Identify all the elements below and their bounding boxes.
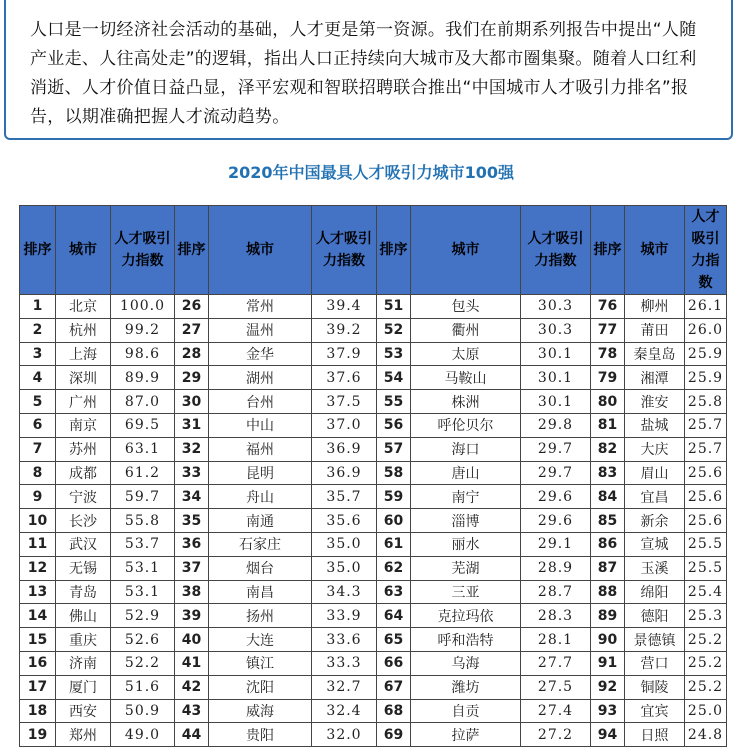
rank-cell: 10 bbox=[20, 509, 56, 533]
city-cell: 盐城 bbox=[625, 413, 685, 437]
city-cell: 呼和浩特 bbox=[411, 628, 521, 652]
score-cell: 25.5 bbox=[685, 556, 727, 580]
city-cell: 南京 bbox=[56, 413, 111, 437]
score-cell: 52.6 bbox=[111, 628, 175, 652]
table-row bbox=[20, 651, 727, 675]
table-row bbox=[20, 318, 727, 342]
rank-header: 排序 bbox=[20, 206, 56, 295]
city-header: 城市 bbox=[209, 206, 312, 295]
city-cell: 呼伦贝尔 bbox=[411, 413, 521, 437]
rank-cell: 79 bbox=[591, 366, 625, 390]
rank-cell: 59 bbox=[377, 485, 411, 509]
score-cell: 35.0 bbox=[312, 556, 377, 580]
table-body bbox=[20, 295, 727, 747]
city-cell: 营口 bbox=[625, 651, 685, 675]
rank-cell: 81 bbox=[591, 413, 625, 437]
city-cell: 南通 bbox=[209, 509, 312, 533]
city-cell: 湘潭 bbox=[625, 366, 685, 390]
score-cell: 52.9 bbox=[111, 604, 175, 628]
city-cell: 沈阳 bbox=[209, 675, 312, 699]
rank-header: 排序 bbox=[377, 206, 411, 295]
rank-cell: 86 bbox=[591, 532, 625, 556]
score-cell: 37.9 bbox=[312, 342, 377, 366]
ranking-table bbox=[19, 205, 727, 747]
city-cell: 芜湖 bbox=[411, 556, 521, 580]
score-cell: 27.7 bbox=[521, 651, 591, 675]
rank-cell: 8 bbox=[20, 461, 56, 485]
score-cell: 30.1 bbox=[521, 342, 591, 366]
city-cell: 丽水 bbox=[411, 532, 521, 556]
table-header bbox=[20, 206, 727, 295]
rank-cell: 26 bbox=[175, 295, 209, 319]
score-cell: 61.2 bbox=[111, 461, 175, 485]
city-cell: 包头 bbox=[411, 295, 521, 319]
score-cell: 26.0 bbox=[685, 318, 727, 342]
rank-cell: 18 bbox=[20, 699, 56, 723]
rank-cell: 61 bbox=[377, 532, 411, 556]
score-cell: 29.6 bbox=[521, 509, 591, 533]
rank-cell: 6 bbox=[20, 413, 56, 437]
score-cell: 69.5 bbox=[111, 413, 175, 437]
score-cell: 35.6 bbox=[312, 509, 377, 533]
rank-cell: 3 bbox=[20, 342, 56, 366]
rank-cell: 40 bbox=[175, 628, 209, 652]
city-cell: 深圳 bbox=[56, 366, 111, 390]
score-cell: 37.5 bbox=[312, 390, 377, 414]
city-cell: 烟台 bbox=[209, 556, 312, 580]
score-cell: 25.6 bbox=[685, 461, 727, 485]
city-cell: 唐山 bbox=[411, 461, 521, 485]
table-row bbox=[20, 413, 727, 437]
rank-cell: 88 bbox=[591, 580, 625, 604]
rank-cell: 14 bbox=[20, 604, 56, 628]
city-cell: 潍坊 bbox=[411, 675, 521, 699]
city-cell: 莆田 bbox=[625, 318, 685, 342]
city-cell: 常州 bbox=[209, 295, 312, 319]
rank-cell: 63 bbox=[377, 580, 411, 604]
score-cell: 25.5 bbox=[685, 532, 727, 556]
score-cell: 25.2 bbox=[685, 651, 727, 675]
rank-cell: 82 bbox=[591, 437, 625, 461]
score-cell: 33.6 bbox=[312, 628, 377, 652]
score-cell: 30.3 bbox=[521, 295, 591, 319]
score-cell: 29.6 bbox=[521, 485, 591, 509]
rank-cell: 15 bbox=[20, 628, 56, 652]
score-cell: 63.1 bbox=[111, 437, 175, 461]
city-cell: 杭州 bbox=[56, 318, 111, 342]
rank-cell: 92 bbox=[591, 675, 625, 699]
rank-cell: 13 bbox=[20, 580, 56, 604]
city-cell: 佛山 bbox=[56, 604, 111, 628]
rank-cell: 57 bbox=[377, 437, 411, 461]
score-header: 人才吸引力指数 bbox=[312, 206, 377, 295]
city-cell: 镇江 bbox=[209, 651, 312, 675]
city-cell: 重庆 bbox=[56, 628, 111, 652]
score-cell: 53.1 bbox=[111, 556, 175, 580]
rank-cell: 77 bbox=[591, 318, 625, 342]
rank-cell: 28 bbox=[175, 342, 209, 366]
rank-cell: 7 bbox=[20, 437, 56, 461]
rank-cell: 69 bbox=[377, 723, 411, 747]
score-cell: 59.7 bbox=[111, 485, 175, 509]
rank-cell: 32 bbox=[175, 437, 209, 461]
city-cell: 成都 bbox=[56, 461, 111, 485]
city-cell: 拉萨 bbox=[411, 723, 521, 747]
city-cell: 台州 bbox=[209, 390, 312, 414]
rank-cell: 58 bbox=[377, 461, 411, 485]
score-cell: 25.8 bbox=[685, 390, 727, 414]
score-cell: 25.0 bbox=[685, 699, 727, 723]
rank-cell: 94 bbox=[591, 723, 625, 747]
city-header: 城市 bbox=[411, 206, 521, 295]
score-cell: 32.4 bbox=[312, 699, 377, 723]
rank-cell: 9 bbox=[20, 485, 56, 509]
score-cell: 30.1 bbox=[521, 390, 591, 414]
score-cell: 26.1 bbox=[685, 295, 727, 319]
rank-cell: 55 bbox=[377, 390, 411, 414]
city-cell: 德阳 bbox=[625, 604, 685, 628]
rank-cell: 54 bbox=[377, 366, 411, 390]
rank-cell: 36 bbox=[175, 532, 209, 556]
city-cell: 金华 bbox=[209, 342, 312, 366]
score-header: 人才吸引力指数 bbox=[111, 206, 175, 295]
city-cell: 太原 bbox=[411, 342, 521, 366]
score-cell: 34.3 bbox=[312, 580, 377, 604]
score-cell: 37.6 bbox=[312, 366, 377, 390]
city-cell: 景德镇 bbox=[625, 628, 685, 652]
city-cell: 舟山 bbox=[209, 485, 312, 509]
score-cell: 36.9 bbox=[312, 437, 377, 461]
table-row bbox=[20, 509, 727, 533]
rank-cell: 66 bbox=[377, 651, 411, 675]
rank-cell: 5 bbox=[20, 390, 56, 414]
table-row bbox=[20, 437, 727, 461]
city-cell: 武汉 bbox=[56, 532, 111, 556]
city-cell: 秦皇岛 bbox=[625, 342, 685, 366]
table-row bbox=[20, 342, 727, 366]
city-cell: 济南 bbox=[56, 651, 111, 675]
rank-cell: 53 bbox=[377, 342, 411, 366]
score-cell: 99.2 bbox=[111, 318, 175, 342]
rank-cell: 17 bbox=[20, 675, 56, 699]
city-cell: 株洲 bbox=[411, 390, 521, 414]
city-cell: 三亚 bbox=[411, 580, 521, 604]
score-cell: 98.6 bbox=[111, 342, 175, 366]
city-header: 城市 bbox=[56, 206, 111, 295]
rank-cell: 33 bbox=[175, 461, 209, 485]
table-row bbox=[20, 723, 727, 747]
city-cell: 新余 bbox=[625, 509, 685, 533]
score-cell: 50.9 bbox=[111, 699, 175, 723]
rank-header: 排序 bbox=[591, 206, 625, 295]
table-row bbox=[20, 461, 727, 485]
score-cell: 87.0 bbox=[111, 390, 175, 414]
score-cell: 55.8 bbox=[111, 509, 175, 533]
rank-cell: 90 bbox=[591, 628, 625, 652]
rank-cell: 84 bbox=[591, 485, 625, 509]
city-cell: 南昌 bbox=[209, 580, 312, 604]
rank-cell: 27 bbox=[175, 318, 209, 342]
city-cell: 绵阳 bbox=[625, 580, 685, 604]
rank-cell: 64 bbox=[377, 604, 411, 628]
intro-paragraph: 人口是一切经济社会活动的基础，人才更是第一资源。我们在前期系列报告中提出“人随产业走、人往高处走”的逻辑，指出人口正持续向大城市及大都市圈集聚。随着人口红利消逝、人才价值日益凸显，泽平宏观和智联招聘联合推出“中国城市人才吸引力排名”报告，以期准确把握人才流动趋势。 bbox=[30, 20, 697, 127]
score-cell: 35.7 bbox=[312, 485, 377, 509]
score-header: 人才吸引力指数 bbox=[521, 206, 591, 295]
score-cell: 25.7 bbox=[685, 413, 727, 437]
rank-cell: 4 bbox=[20, 366, 56, 390]
city-cell: 长沙 bbox=[56, 509, 111, 533]
city-cell: 福州 bbox=[209, 437, 312, 461]
rank-cell: 65 bbox=[377, 628, 411, 652]
score-cell: 28.7 bbox=[521, 580, 591, 604]
rank-cell: 37 bbox=[175, 556, 209, 580]
city-cell: 乌海 bbox=[411, 651, 521, 675]
city-cell: 青岛 bbox=[56, 580, 111, 604]
rank-cell: 43 bbox=[175, 699, 209, 723]
city-cell: 湖州 bbox=[209, 366, 312, 390]
score-cell: 25.3 bbox=[685, 604, 727, 628]
rank-cell: 85 bbox=[591, 509, 625, 533]
score-cell: 25.2 bbox=[685, 675, 727, 699]
rank-cell: 2 bbox=[20, 318, 56, 342]
table-row bbox=[20, 604, 727, 628]
city-cell: 温州 bbox=[209, 318, 312, 342]
rank-cell: 12 bbox=[20, 556, 56, 580]
city-cell: 北京 bbox=[56, 295, 111, 319]
city-cell: 西安 bbox=[56, 699, 111, 723]
score-cell: 29.1 bbox=[521, 532, 591, 556]
city-cell: 苏州 bbox=[56, 437, 111, 461]
rank-cell: 44 bbox=[175, 723, 209, 747]
rank-cell: 89 bbox=[591, 604, 625, 628]
rank-cell: 29 bbox=[175, 366, 209, 390]
rank-cell: 80 bbox=[591, 390, 625, 414]
city-cell: 昆明 bbox=[209, 461, 312, 485]
city-cell: 铜陵 bbox=[625, 675, 685, 699]
city-cell: 淄博 bbox=[411, 509, 521, 533]
table-row bbox=[20, 675, 727, 699]
score-cell: 27.4 bbox=[521, 699, 591, 723]
city-cell: 威海 bbox=[209, 699, 312, 723]
score-cell: 33.3 bbox=[312, 651, 377, 675]
table-row bbox=[20, 699, 727, 723]
rank-cell: 39 bbox=[175, 604, 209, 628]
score-cell: 28.3 bbox=[521, 604, 591, 628]
score-cell: 28.9 bbox=[521, 556, 591, 580]
score-cell: 29.7 bbox=[521, 437, 591, 461]
score-cell: 100.0 bbox=[111, 295, 175, 319]
score-cell: 30.1 bbox=[521, 366, 591, 390]
rank-cell: 51 bbox=[377, 295, 411, 319]
score-cell: 29.7 bbox=[521, 461, 591, 485]
city-cell: 大庆 bbox=[625, 437, 685, 461]
rank-cell: 62 bbox=[377, 556, 411, 580]
city-header: 城市 bbox=[625, 206, 685, 295]
intro-box bbox=[4, 0, 733, 140]
score-cell: 39.2 bbox=[312, 318, 377, 342]
score-cell: 27.5 bbox=[521, 675, 591, 699]
table-title: 2020年中国最具人才吸引力城市100强 bbox=[228, 163, 514, 182]
city-cell: 马鞍山 bbox=[411, 366, 521, 390]
rank-cell: 38 bbox=[175, 580, 209, 604]
table-row bbox=[20, 556, 727, 580]
table-row bbox=[20, 580, 727, 604]
city-cell: 石家庄 bbox=[209, 532, 312, 556]
city-cell: 淮安 bbox=[625, 390, 685, 414]
rank-cell: 78 bbox=[591, 342, 625, 366]
rank-cell: 42 bbox=[175, 675, 209, 699]
rank-cell: 60 bbox=[377, 509, 411, 533]
rank-cell: 67 bbox=[377, 675, 411, 699]
rank-cell: 35 bbox=[175, 509, 209, 533]
rank-cell: 93 bbox=[591, 699, 625, 723]
city-cell: 贵阳 bbox=[209, 723, 312, 747]
city-cell: 宁波 bbox=[56, 485, 111, 509]
rank-cell: 34 bbox=[175, 485, 209, 509]
score-cell: 25.2 bbox=[685, 628, 727, 652]
city-cell: 上海 bbox=[56, 342, 111, 366]
score-cell: 25.6 bbox=[685, 509, 727, 533]
score-cell: 24.8 bbox=[685, 723, 727, 747]
rank-cell: 30 bbox=[175, 390, 209, 414]
score-cell: 25.7 bbox=[685, 437, 727, 461]
table-row bbox=[20, 532, 727, 556]
score-cell: 28.1 bbox=[521, 628, 591, 652]
city-cell: 宜昌 bbox=[625, 485, 685, 509]
city-cell: 海口 bbox=[411, 437, 521, 461]
city-cell: 无锡 bbox=[56, 556, 111, 580]
city-cell: 衢州 bbox=[411, 318, 521, 342]
score-cell: 35.0 bbox=[312, 532, 377, 556]
rank-cell: 91 bbox=[591, 651, 625, 675]
city-cell: 厦门 bbox=[56, 675, 111, 699]
rank-cell: 76 bbox=[591, 295, 625, 319]
rank-cell: 83 bbox=[591, 461, 625, 485]
score-cell: 29.8 bbox=[521, 413, 591, 437]
score-cell: 89.9 bbox=[111, 366, 175, 390]
city-cell: 广州 bbox=[56, 390, 111, 414]
rank-header: 排序 bbox=[175, 206, 209, 295]
table-row bbox=[20, 295, 727, 319]
city-cell: 郑州 bbox=[56, 723, 111, 747]
table-row bbox=[20, 628, 727, 652]
city-cell: 柳州 bbox=[625, 295, 685, 319]
table-row bbox=[20, 366, 727, 390]
score-cell: 25.6 bbox=[685, 485, 727, 509]
rank-cell: 87 bbox=[591, 556, 625, 580]
city-cell: 宣城 bbox=[625, 532, 685, 556]
score-cell: 33.9 bbox=[312, 604, 377, 628]
rank-cell: 19 bbox=[20, 723, 56, 747]
city-cell: 日照 bbox=[625, 723, 685, 747]
score-cell: 36.9 bbox=[312, 461, 377, 485]
score-cell: 51.6 bbox=[111, 675, 175, 699]
city-cell: 中山 bbox=[209, 413, 312, 437]
rank-cell: 41 bbox=[175, 651, 209, 675]
score-cell: 25.9 bbox=[685, 342, 727, 366]
score-cell: 25.4 bbox=[685, 580, 727, 604]
score-cell: 30.3 bbox=[521, 318, 591, 342]
rank-cell: 16 bbox=[20, 651, 56, 675]
city-cell: 扬州 bbox=[209, 604, 312, 628]
city-cell: 眉山 bbox=[625, 461, 685, 485]
city-cell: 宜宾 bbox=[625, 699, 685, 723]
city-cell: 玉溪 bbox=[625, 556, 685, 580]
score-cell: 52.2 bbox=[111, 651, 175, 675]
rank-cell: 11 bbox=[20, 532, 56, 556]
rank-cell: 56 bbox=[377, 413, 411, 437]
rank-cell: 52 bbox=[377, 318, 411, 342]
city-cell: 自贡 bbox=[411, 699, 521, 723]
rank-cell: 68 bbox=[377, 699, 411, 723]
table-row bbox=[20, 390, 727, 414]
score-cell: 37.0 bbox=[312, 413, 377, 437]
rank-cell: 31 bbox=[175, 413, 209, 437]
city-cell: 南宁 bbox=[411, 485, 521, 509]
score-cell: 32.7 bbox=[312, 675, 377, 699]
table-row bbox=[20, 485, 727, 509]
score-cell: 53.1 bbox=[111, 580, 175, 604]
score-cell: 49.0 bbox=[111, 723, 175, 747]
score-header: 人才吸引力指数 bbox=[685, 206, 727, 295]
score-cell: 39.4 bbox=[312, 295, 377, 319]
city-cell: 克拉玛依 bbox=[411, 604, 521, 628]
city-cell: 大连 bbox=[209, 628, 312, 652]
score-cell: 53.7 bbox=[111, 532, 175, 556]
score-cell: 25.9 bbox=[685, 366, 727, 390]
score-cell: 32.0 bbox=[312, 723, 377, 747]
score-cell: 27.2 bbox=[521, 723, 591, 747]
rank-cell: 1 bbox=[20, 295, 56, 319]
